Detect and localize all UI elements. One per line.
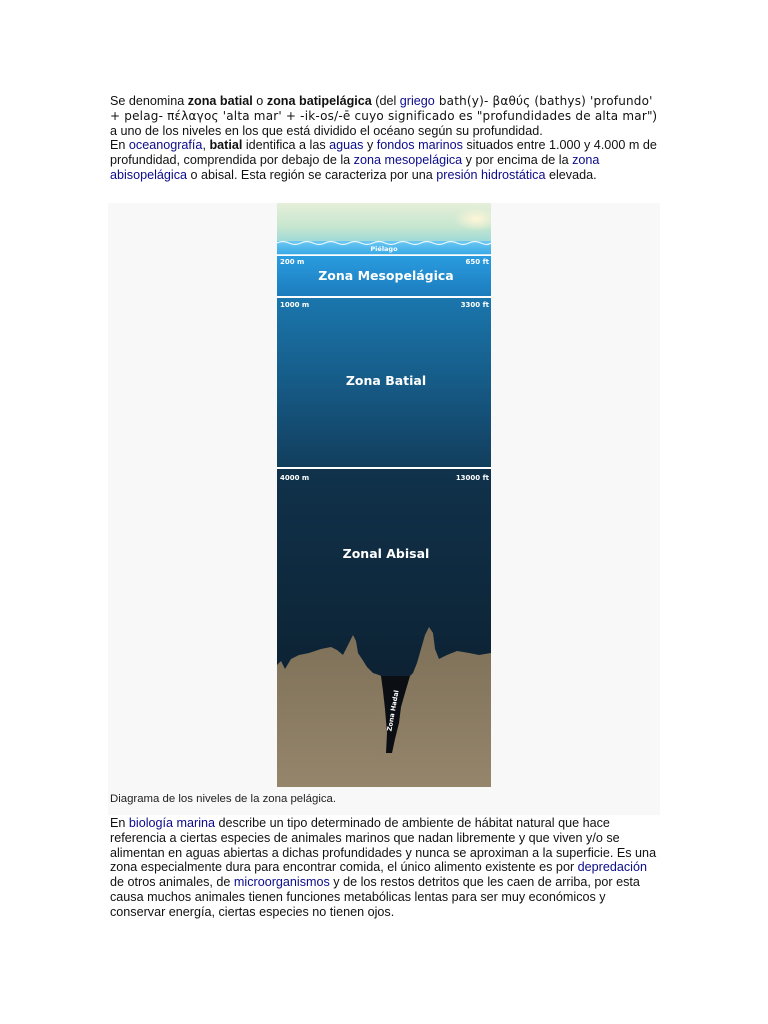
term-batial: batial: [209, 138, 243, 153]
link-depredacion[interactable]: depredación: [577, 860, 647, 875]
link-zona-abisopelagica[interactable]: zona abisopelágica: [110, 153, 600, 182]
link-aguas[interactable]: aguas: [329, 138, 364, 153]
link-microorganismos[interactable]: microorganismos: [233, 875, 330, 890]
term-zona-batial: zona batial: [187, 94, 253, 108]
body-text: y de los restos detritos que les caen de arriba, por esta causa muchos animales tienen funciones metabólicas lentas para ser muy económicos y conservar energía, ciertas especies no tienen ojos.: [110, 875, 640, 919]
sun-glow: [417, 203, 491, 243]
intro-text: elevada.: [545, 167, 597, 182]
intro-text: ,: [202, 138, 210, 153]
batial-label: Zona Batial: [345, 373, 427, 388]
link-oceanografia[interactable]: oceanografía: [128, 138, 203, 153]
intro-text: Se denomina: [110, 94, 188, 108]
depth-3300ft-label: 3300 ft: [460, 301, 489, 309]
intro-text: identifica a las: [242, 138, 330, 153]
term-zona-batipelagica: zona batipelágica: [266, 94, 372, 108]
pielago-label: Piélago: [370, 245, 398, 253]
intro-text: o: [252, 94, 267, 108]
link-presion-hidrostatica[interactable]: presión hidrostática: [436, 167, 546, 182]
link-griego[interactable]: griego: [399, 94, 435, 108]
ocean-zones-diagram: [277, 203, 491, 787]
hadal-label: Zona Hadal: [385, 689, 401, 732]
abisal-label: Zonal Abisal: [342, 546, 430, 561]
intro-text: y por encima de la: [462, 153, 573, 168]
depth-650ft-label: 650 ft: [465, 258, 489, 266]
intro-paragraph: [110, 94, 662, 183]
mesopelagica-label: Zona Mesopelágica: [318, 268, 454, 283]
intro-text: ) a uno de los niveles en los que está dividido el océano según su profundidad.: [110, 108, 657, 138]
intro-text: o abisal. Esta región se caracteriza por una: [187, 167, 437, 182]
body-paragraph: [110, 816, 662, 920]
link-fondos-marinos[interactable]: fondos marinos: [376, 138, 463, 153]
body-text: de otros animales, de: [110, 875, 234, 890]
depth-4000m-label: 4000 m: [280, 474, 310, 482]
link-zona-mesopelagica[interactable]: zona mesopelágica: [353, 153, 463, 168]
intro-text: situados entre 1.000 y 4.000 m de profundidad, comprendida por debajo de la: [110, 138, 657, 168]
body-text: describe un tipo determinado de ambiente de hábitat natural que hace referencia a ciertas especies de animales marinos que nadan libremente y que viven y/o se alimentan en aguas abiertas a dichas profundidades y nunca se aproximan a la superficie. Es una zona especialmente dura para encontrar comida, el único alimento existente es por: [110, 816, 657, 875]
depth-13000ft-label: 13000 ft: [455, 474, 489, 482]
link-biologia-marina[interactable]: biología marina: [128, 816, 216, 830]
body-text: En: [110, 816, 129, 830]
intro-text: (del: [371, 94, 400, 108]
intro-text: En: [110, 138, 129, 153]
depth-200m-label: 200 m: [280, 258, 305, 266]
etymology-text: bath(y)- βαθύς (bathys) 'profundo' + pelag- πέλαγος 'alta mar' + -ik-os/-ē cuyo significado es "profundidades de alta mar": [110, 94, 653, 123]
intro-text: y: [363, 138, 377, 153]
depth-1000m-label: 1000 m: [280, 301, 310, 309]
figure-caption: Diagrama de los niveles de la zona pelágica.: [110, 793, 337, 805]
